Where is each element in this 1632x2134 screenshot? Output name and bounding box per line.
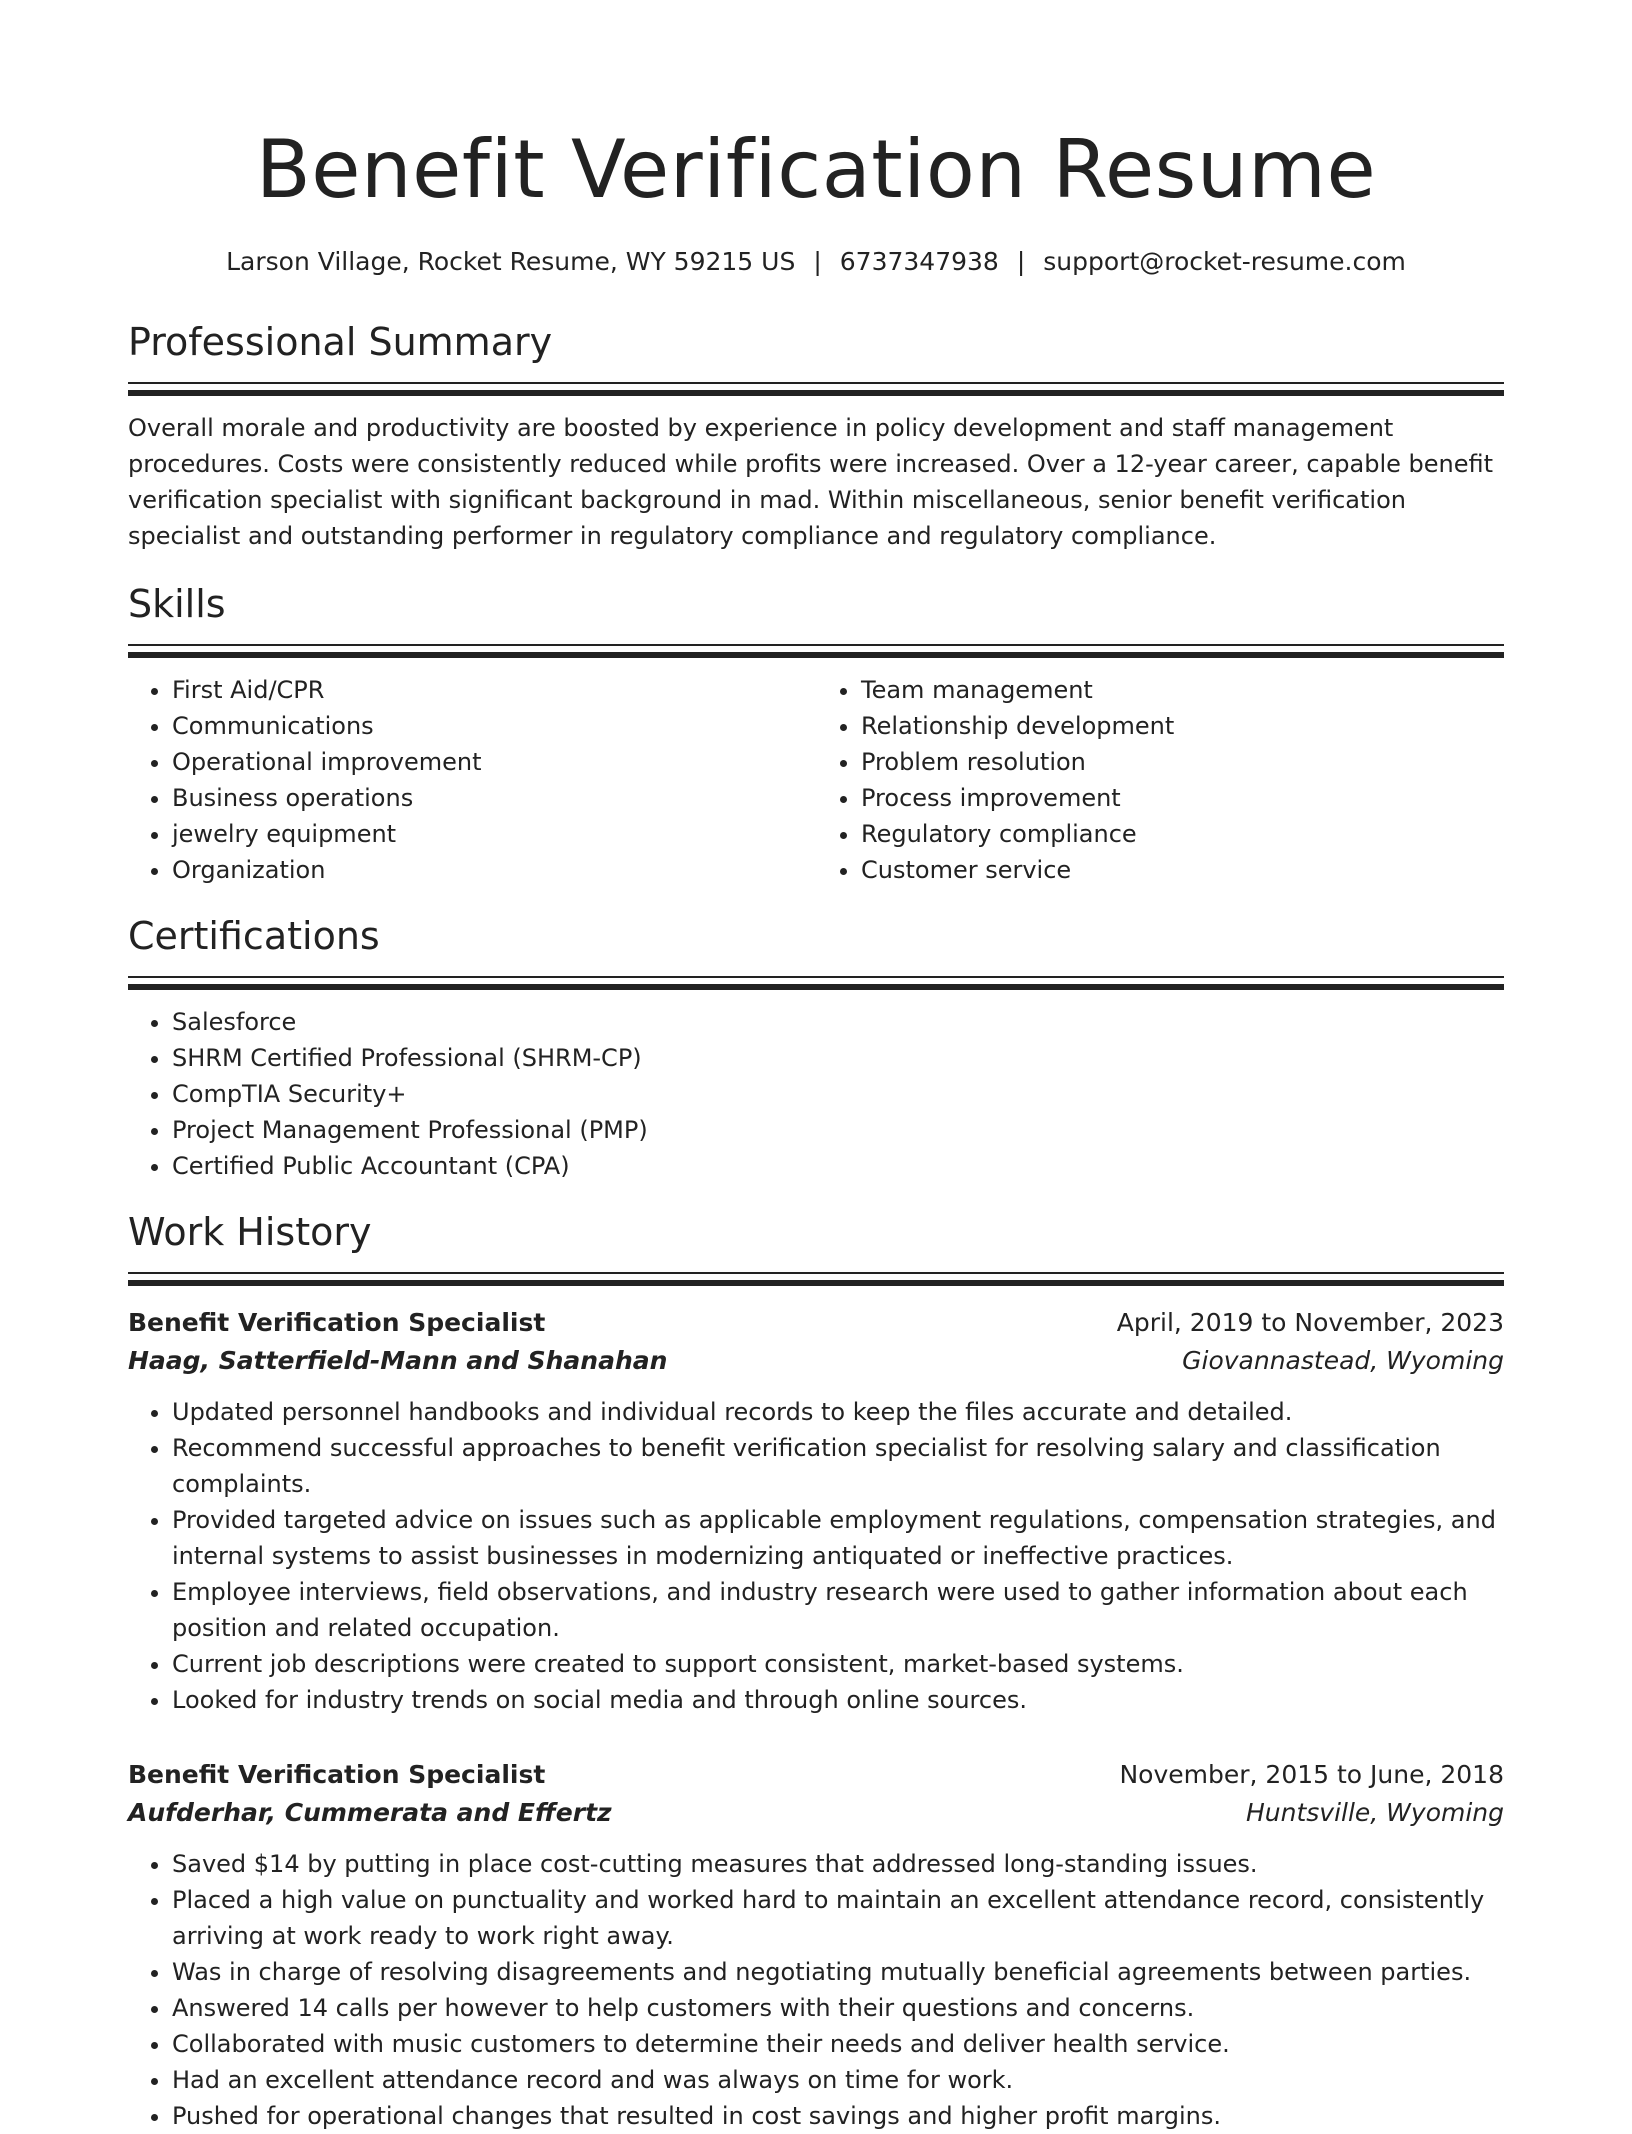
section-heading-skills: Skills: [128, 582, 226, 626]
certifications-list: [128, 1004, 1504, 1184]
skill-item: • jewelry equipment: [172, 816, 815, 852]
job-bullet: • Saved $14 by putting in place cost-cutting measures that addressed long-standing issues.: [172, 1846, 1504, 1882]
contact-separator: |: [1016, 247, 1026, 276]
job-bullet: • Employee interviews, field observations, and industry research were used to gather information about each position and related occupation.: [172, 1574, 1504, 1646]
section-heading-summary: Professional Summary: [128, 320, 553, 364]
job-header-row: [128, 1756, 1504, 1794]
contact-address: Larson Village, Rocket Resume, WY 59215 US: [226, 247, 796, 276]
skill-item: • Team management: [861, 672, 1504, 708]
work-history-section: [128, 1206, 1504, 2134]
skill-item: • Business operations: [172, 780, 815, 816]
skill-item: • Problem resolution: [861, 744, 1504, 780]
contact-line: [128, 244, 1504, 280]
job-bullets: [128, 1846, 1504, 2134]
job-bullet: • Pushed for operational changes that resulted in cost savings and higher profit margins.: [172, 2098, 1504, 2134]
skills-list-left: [128, 672, 815, 888]
job-dates: November, 2015 to June, 2018: [1119, 1760, 1504, 1789]
skills-list-right: [815, 672, 1504, 888]
skill-item: • Relationship development: [861, 708, 1504, 744]
job-bullet: • Was in charge of resolving disagreements and negotiating mutually beneficial agreements between parties.: [172, 1954, 1504, 1990]
section-heading-certifications: Certifications: [128, 914, 380, 958]
job-company: Haag, Satterfield-Mann and Shanahan: [128, 1346, 668, 1375]
summary-text: Overall morale and productivity are boosted by experience in policy development and staff management procedures. Costs were consistently reduced while profits were increased. Over a 12-year career, capable benefit verification specialist with significant background in mad. Within miscellaneous, senior benefit verification specialist and outstanding performer in regulatory compliance and regulatory compliance.: [128, 414, 1494, 550]
certification-item: • CompTIA Security+: [172, 1076, 1504, 1112]
job-entry: [128, 1304, 1504, 1718]
certification-item: • Certified Public Accountant (CPA): [172, 1148, 1504, 1184]
job-entry: [128, 1756, 1504, 2134]
job-bullet: • Provided targeted advice on issues such as applicable employment regulations, compensation strategies, and internal systems to assist businesses in modernizing antiquated or ineffective practices.: [172, 1502, 1504, 1574]
job-dates: April, 2019 to November, 2023: [1116, 1308, 1504, 1337]
job-title: Benefit Verification Specialist: [128, 1760, 546, 1789]
job-bullets: [128, 1394, 1504, 1718]
skills-section: [128, 578, 1504, 888]
professional-summary-section: [128, 316, 1504, 554]
job-bullet: • Placed a high value on punctuality and worked hard to maintain an excellent attendance record, consistently arriving at work ready to work right away.: [172, 1882, 1504, 1954]
section-divider: [128, 382, 1504, 396]
skill-item: • Customer service: [861, 852, 1504, 888]
job-company: Aufderhar, Cummerata and Effertz: [128, 1798, 612, 1827]
skills-grid: [128, 672, 1504, 888]
job-company-row: [128, 1342, 1504, 1380]
skill-item: • First Aid/CPR: [172, 672, 815, 708]
certifications-section: [128, 910, 1504, 1184]
certification-item: • Salesforce: [172, 1004, 1504, 1040]
skill-item: • Process improvement: [861, 780, 1504, 816]
contact-separator: |: [813, 247, 822, 276]
job-header-row: [128, 1304, 1504, 1342]
skill-item: • Communications: [172, 708, 815, 744]
contact-phone: 6737347938: [839, 247, 999, 276]
job-bullet: • Recommend successful approaches to benefit verification specialist for resolving salary and classification complaints.: [172, 1430, 1504, 1502]
job-bullet: • Collaborated with music customers to determine their needs and deliver health service.: [172, 2026, 1504, 2062]
job-bullet: • Current job descriptions were created to support consistent, market-based systems.: [172, 1646, 1504, 1682]
skill-item: • Operational improvement: [172, 744, 815, 780]
skill-item: • Organization: [172, 852, 815, 888]
job-location: Giovannastead, Wyoming: [1182, 1346, 1504, 1375]
section-divider: [128, 976, 1504, 990]
job-bullet: • Updated personnel handbooks and individual records to keep the files accurate and detailed.: [172, 1394, 1504, 1430]
job-location: Huntsville, Wyoming: [1245, 1798, 1504, 1827]
section-divider: [128, 1272, 1504, 1286]
contact-email: support@rocket-resume.com: [1043, 247, 1406, 276]
section-divider: [128, 644, 1504, 658]
job-title: Benefit Verification Specialist: [128, 1308, 546, 1337]
job-bullet: • Looked for industry trends on social media and through online sources.: [172, 1682, 1504, 1718]
skill-item: • Regulatory compliance: [861, 816, 1504, 852]
certification-item: • Project Management Professional (PMP): [172, 1112, 1504, 1148]
certification-item: • SHRM Certified Professional (SHRM-CP): [172, 1040, 1504, 1076]
resume-title: Benefit Verification Resume: [255, 123, 1377, 216]
job-bullet: • Answered 14 calls per however to help customers with their questions and concerns.: [172, 1990, 1504, 2026]
section-heading-work-history: Work History: [128, 1210, 372, 1254]
job-company-row: [128, 1794, 1504, 1832]
job-bullet: • Had an excellent attendance record and was always on time for work.: [172, 2062, 1504, 2098]
